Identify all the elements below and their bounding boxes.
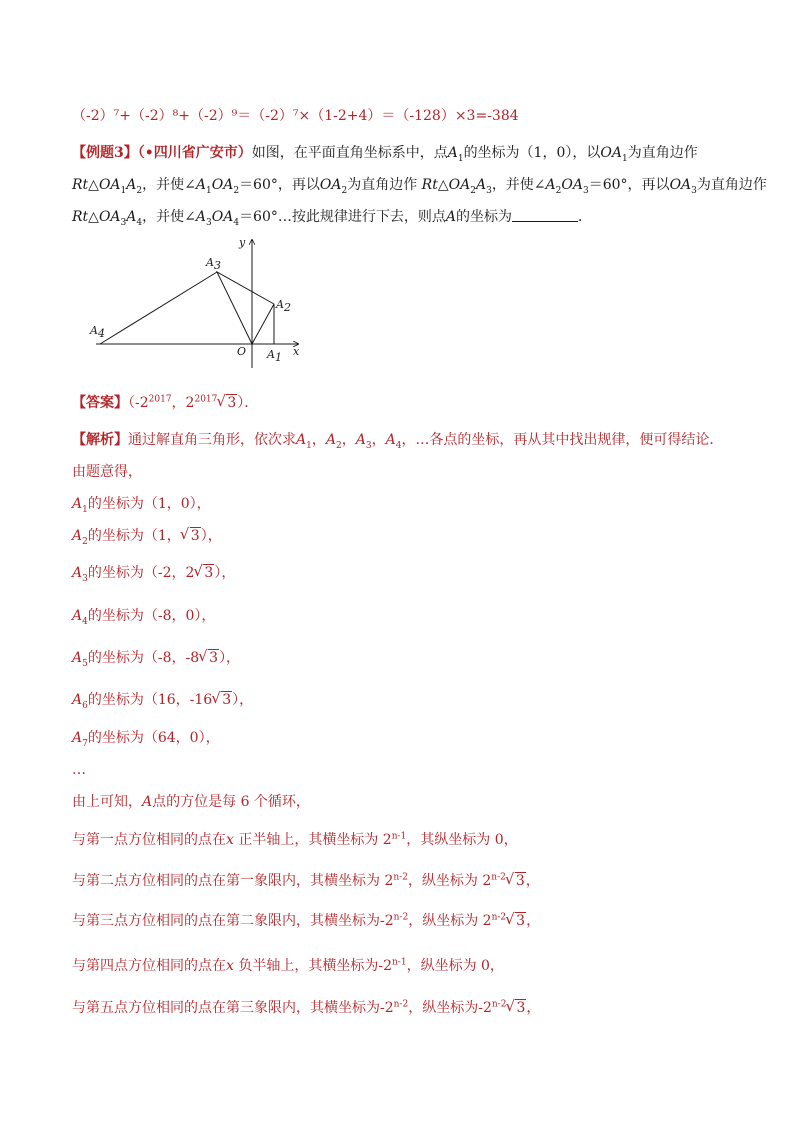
rule-line: 与第五点方位相同的点在第三象限内，其横坐标为-2$^{n-2}$，纵坐标为-2$^{n-2}$√ 3，: [72, 998, 540, 1018]
rule-line: 与第二点方位相同的点在第一象限内，其横坐标为 2$^{n-2}$，纵坐标为 2$^{n-2}$√ 3，: [72, 871, 540, 891]
answer-text: ）．: [237, 395, 259, 411]
y-axis-label: y: [239, 236, 246, 249]
a3-label: A3: [206, 256, 221, 272]
coordinate-diagram: [86, 232, 308, 372]
segment-label: OA: [600, 145, 622, 161]
sqrt-symbol: √ 3: [506, 911, 526, 931]
sqrt-symbol: √ 3: [199, 648, 219, 668]
example-text: ，并使∠: [142, 177, 196, 193]
answer-blank: [512, 209, 578, 222]
answer-line: [72, 393, 258, 413]
example-text: 为直角边作: [627, 145, 698, 161]
example-text: 为直角边作: [347, 177, 418, 193]
sqrt-symbol: √ 3: [212, 690, 232, 710]
answer-exp: 2017: [148, 394, 172, 405]
example-text: ，并使∠: [142, 209, 196, 225]
example-line-3: $Rt\triangle OA_3A_4$，并使$\angle A_3OA_4=60^\circ\dots$按此规律进行下去，则点A的坐标为 ．: [72, 209, 593, 228]
example-label: 【例题3】: [72, 145, 138, 161]
example-text: 如图，在平面直角坐标系中，点: [251, 145, 448, 161]
point-label: A: [445, 209, 457, 225]
answer-label: 【答案】: [72, 395, 128, 411]
sqrt-symbol: √ 3: [217, 393, 237, 413]
answer-text: ，2: [171, 395, 195, 411]
a4-label: A4: [90, 324, 105, 340]
analysis-text: 通过解直角三角形，依次求: [128, 432, 296, 448]
example-line-2: $Rt\triangle OA_1A_2$，并使$\angle A_1OA_2=60^\circ$，再以$OA_2$为直角边作 $Rt\triangle OA_2A_3$，并使$\angle A_2OA_3=60^\circ$，再以$OA_3$为直角边作: [72, 177, 767, 196]
a2-label: A2: [276, 298, 291, 314]
analysis-intro: 由题意得，: [72, 464, 142, 480]
example-text: ＝60°，再以: [239, 177, 320, 193]
example-text: ，并使∠: [491, 177, 546, 193]
example-source: （•四川省广安市）: [137, 145, 252, 161]
analysis-line: 【解析】通过解直角三角形，依次求$A_1$，$A_2$，$A_3$，$A_4$，…各点的坐标，再从其中找出规律，便可得结论．: [72, 432, 724, 451]
triangle-oa3a4: [100, 272, 217, 344]
example-text: 为直角边作: [696, 177, 767, 193]
sqrt-symbol: √ 3: [506, 998, 526, 1018]
coordinate-line: $A_2$的坐标为（1，√ 3），: [72, 526, 222, 546]
a1-label: A1: [267, 348, 282, 364]
example-text: ＝60°…按此规律进行下去，则点: [239, 209, 446, 225]
cycle-line: 由上可知，A点的方位是每 6 个循环，: [72, 794, 310, 810]
triangle-oa2a3: [217, 272, 274, 344]
analysis-text: ，…各点的坐标，再从其中找出规律，便可得结论．: [401, 432, 724, 448]
example-text: 的坐标为（1，0），以: [463, 145, 601, 161]
rule-line: 与第四点方位相同的点在x 负半轴上，其横坐标为-2$^{n-1}$，纵坐标为 0，: [72, 957, 504, 974]
example-line-1: 【例题3】（•四川省广安市）如图，在平面直角坐标系中，点$A_1$的坐标为（1，0），以$OA_1$为直角边作: [72, 145, 698, 164]
point-label: A: [447, 145, 458, 161]
coordinate-line: $A_4$的坐标为（-8，0），: [72, 608, 216, 627]
rt-symbol: Rt: [72, 177, 89, 193]
triangle-symbol: △: [88, 177, 99, 193]
coordinate-line: $A_7$的坐标为（64，0），: [72, 730, 220, 749]
triangle-oa1a2: [252, 304, 274, 344]
coordinate-line: $A_1$的坐标为（1，0），: [72, 496, 211, 515]
sqrt-symbol: √ 3: [506, 871, 526, 891]
sqrt-symbol: √ 3: [181, 526, 201, 546]
example-text: ．: [578, 209, 593, 225]
example-text: ＝60°，再以: [588, 177, 670, 193]
coordinate-line: $A_6$的坐标为（16，-16√ 3），: [72, 690, 253, 710]
coordinate-line: $A_5$的坐标为（-8，-8√ 3），: [72, 648, 240, 668]
ellipsis-line: …: [72, 762, 86, 778]
rule-line: 与第三点方位相同的点在第二象限内，其横坐标为-2$^{n-2}$，纵坐标为 2$^{n-2}$√ 3，: [72, 911, 540, 931]
coordinate-line: $A_3$的坐标为（-2，2√ 3），: [72, 563, 235, 583]
rule-line: 与第一点方位相同的点在x 正半轴上，其横坐标为 2$^{n-1}$，其纵坐标为 0，: [72, 831, 518, 848]
origin-label: O: [237, 345, 247, 358]
example-text: 的坐标为: [456, 209, 513, 225]
answer-text: （-2: [128, 395, 149, 411]
x-axis-label: x: [293, 345, 300, 358]
analysis-label: 【解析】: [72, 432, 128, 448]
sqrt-symbol: √ 3: [194, 563, 214, 583]
answer-exp: 2017: [194, 394, 218, 405]
calc-line: （-2）⁷+（-2）⁸+（-2）⁹＝（-2）⁷×（1-2+4）＝（-128）×3=-384: [72, 108, 519, 124]
